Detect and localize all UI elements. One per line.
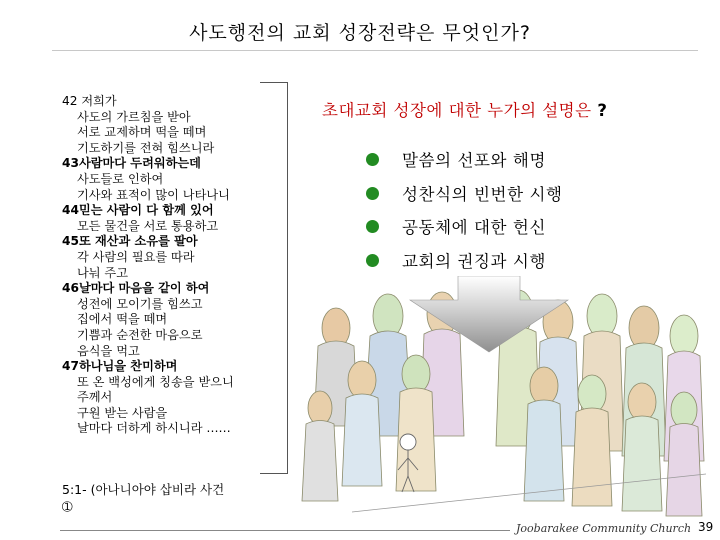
- crowd-illustration: [292, 276, 706, 528]
- list-item-text: 교회의 권징과 시행: [402, 251, 547, 271]
- verse-line: 기사와 표적이 많이 나타나니: [77, 187, 230, 202]
- bullet-dot-icon: [366, 153, 379, 166]
- bracket-bottom: [260, 473, 288, 474]
- verse-line: 각 사람의 필요를 따라: [77, 249, 195, 264]
- verse-line: 주께서: [77, 390, 113, 405]
- reference-marker: ➀: [62, 499, 73, 514]
- verse-line: 또 온 백성에게 칭송을 받으니: [77, 374, 234, 389]
- bullet-dot-icon: [366, 254, 379, 267]
- bracket-top: [260, 82, 288, 83]
- slide-title: 사도행전의 교회 성장전략은 무엇인가?: [189, 22, 531, 44]
- verse-line: 모든 물건을 서로 통용하고: [77, 218, 219, 233]
- page-number: 39: [698, 520, 714, 534]
- verse-line: 44믿는 사람이 다 함께 있어: [62, 203, 214, 218]
- verse-line: 42 저희가: [62, 94, 117, 108]
- verse-line: 구원 받는 사람을: [77, 405, 168, 420]
- verse-line: 사도의 가르침을 받아: [77, 109, 191, 124]
- list-item-text: 공동체에 대한 헌신: [402, 218, 547, 237]
- question-text: 초대교회 성장에 대한 누가의 설명은: [322, 101, 592, 120]
- bullet-dot-icon: [366, 220, 379, 233]
- verse-line: 나눠 주고: [77, 265, 128, 280]
- verse-line: 46날마다 마음을 같이 하여: [62, 281, 210, 296]
- verse-line: 사도들로 인하여: [77, 171, 164, 186]
- footer-divider: [60, 530, 510, 531]
- question-heading: [322, 97, 607, 121]
- verse-line: 43사람마다 두려워하는데: [62, 156, 201, 171]
- verse-line: 기쁨과 순전한 마음으로: [77, 327, 203, 342]
- list-item-text: 성찬식의 빈번한 시행: [402, 184, 563, 204]
- reference-line: 5:1- (아나니아야 삽비라 사건: [62, 482, 225, 497]
- verse-line: 성전에 모이기를 힘쓰고: [77, 296, 203, 311]
- question-mark: ?: [597, 101, 608, 120]
- title-divider: [52, 50, 698, 51]
- verse-line: 45또 재산과 소유를 팔아: [62, 234, 198, 249]
- verse-line: 47하나님을 찬미하며: [62, 359, 178, 374]
- scripture-passage: [62, 94, 287, 437]
- scripture-reference: [62, 481, 224, 515]
- verse-line: 음식을 먹고: [77, 343, 140, 358]
- bullet-dot-icon: [366, 187, 379, 200]
- bracket-right: [287, 82, 288, 474]
- footer-brand: Joobarakee Community Church: [516, 522, 692, 535]
- verse-line: 날마다 더하게 하시니라 ……: [77, 421, 231, 436]
- verse-line: 서로 교제하며 떡을 떼며: [77, 125, 207, 140]
- verse-line: 집에서 떡을 떼며: [77, 312, 168, 327]
- verse-line: 기도하기를 전혀 힘쓰니라: [77, 140, 215, 155]
- list-item-text: 말씀의 선포와 해명: [402, 151, 547, 170]
